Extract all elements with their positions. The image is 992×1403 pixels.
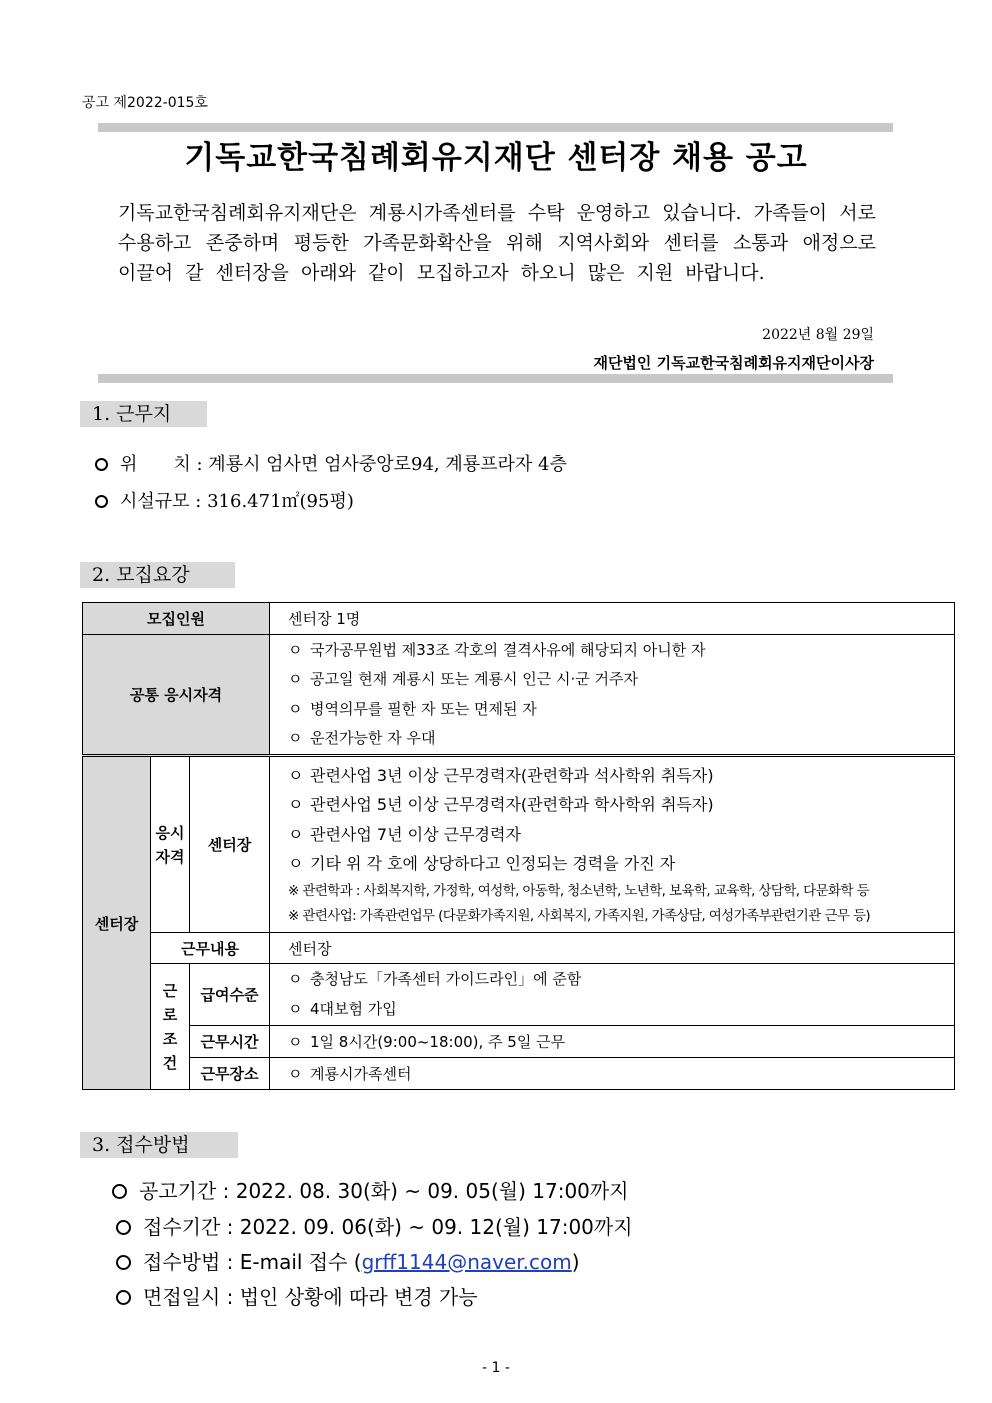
scale-line xyxy=(95,487,354,513)
list-item: ㅇ 4대보험 가입 xyxy=(288,999,397,1018)
circle-bullet-icon xyxy=(116,1220,131,1235)
section-2-heading: 2. 모집요강 xyxy=(80,562,235,588)
page-number: - 1 - xyxy=(482,1360,510,1376)
table-row xyxy=(83,1026,955,1058)
qual-note: ※ 관련학과 : 사회복지학, 가정학, 여성학, 아동학, 청소년학, 노년학, 보육학, 교육학, 상담학, 다문화학 등 xyxy=(288,882,870,899)
section-3-heading: 3. 접수방법 xyxy=(80,1132,238,1158)
table-row xyxy=(83,1058,955,1090)
list-item: ㅇ 병역의무를 필한 자 또는 면제된 자 xyxy=(288,699,537,718)
list-item: ㅇ 관련사업 7년 이상 근무경력자 xyxy=(288,824,521,844)
title-top-band xyxy=(98,123,893,132)
salary-label: 급여수준 xyxy=(190,964,270,1026)
director-label: 센터장 xyxy=(83,756,151,1090)
interview-line: 면접일시 : 법인 상황에 따라 변경 가능 xyxy=(116,1281,478,1310)
qual-list xyxy=(270,756,955,933)
period-line: 공고기간 : 2022. 08. 30(화) ~ 09. 05(월) 17:00까지 xyxy=(112,1175,629,1204)
salary-list xyxy=(270,964,955,1026)
email-link[interactable]: grff1144@naver.com xyxy=(361,1250,572,1274)
place-label: 근무장소 xyxy=(190,1058,270,1090)
table-row xyxy=(83,635,955,756)
circle-bullet-icon xyxy=(116,1290,131,1305)
qual-sub-label: 센터장 xyxy=(190,756,270,933)
recruit-label: 모집인원 xyxy=(83,603,270,635)
conditions-label: 근 로 조 건 xyxy=(151,964,190,1090)
work-label: 근무내용 xyxy=(151,933,270,964)
list-item: ㅇ 관련사업 5년 이상 근무경력자(관련학과 학사학위 취득자) xyxy=(288,795,714,814)
work-value: 센터장 xyxy=(270,933,955,964)
location-label: 위 치 xyxy=(120,454,191,475)
table-row xyxy=(83,603,955,635)
table-row xyxy=(83,756,955,933)
list-item: ㅇ 기타 위 각 호에 상당하다고 인정되는 경력을 가진 자 xyxy=(288,854,676,873)
circle-bullet-icon xyxy=(116,1255,131,1270)
page-title: 기독교한국침례회유지재단 센터장 채용 공고 xyxy=(184,140,808,176)
scale-label: 시설규모 xyxy=(120,491,190,512)
receipt-line: 접수기간 : 2022. 09. 06(화) ~ 09. 12(월) 17:00까지 xyxy=(116,1211,633,1240)
list-item: ㅇ 충청남도「가족센터 가이드라인」에 준함 xyxy=(288,970,582,988)
qual-note: ※ 관련사업: 가족관련업무 (다문화가족지원, 사회복지, 가족지원, 가족상담, 여성가족부관련기관 근무 등) xyxy=(288,907,871,924)
table-row xyxy=(83,964,955,1026)
scale-value: : 316.471㎡(95평) xyxy=(195,491,354,512)
notice-number: 공고 제2022-015호 xyxy=(82,95,208,111)
circle-bullet-icon xyxy=(95,458,108,471)
list-item: ㅇ 운전가능한 자 우대 xyxy=(288,729,436,747)
method-line: 접수방법 : E-mail 접수 (grff1144@naver.com) xyxy=(116,1246,580,1275)
location-line xyxy=(95,450,567,476)
hours-value: ㅇ 1일 8시간(9:00~18:00), 주 5일 근무 xyxy=(270,1026,955,1058)
recruit-value: 센터장 1명 xyxy=(270,603,955,635)
title-bottom-band xyxy=(98,374,893,383)
place-value: ㅇ 계룡시가족센터 xyxy=(270,1058,955,1090)
common-qual-label: 공통 응시자격 xyxy=(83,635,270,756)
location-value: : 계룡시 엄사면 엄사중앙로94, 계룡프라자 4층 xyxy=(196,454,567,475)
list-item: ㅇ 공고일 현재 계룡시 또는 계룡시 인근 시·군 거주자 xyxy=(288,670,638,688)
intro-paragraph: 기독교한국침례회유지재단은 계룡시가족센터를 수탁 운영하고 있습니다. 가족들이 서로 수용하고 존중하며 평등한 가족문화확산을 위해 지역사회와 센터를 소통과 애정으로 이끌어 갈 센터장을 아래와 같이 모집하고자 하오니 많은 지원 바랍니다. xyxy=(118,202,876,284)
table-row xyxy=(83,933,955,964)
requirements-table xyxy=(82,602,955,1090)
notice-date: 2022년 8월 29일 xyxy=(762,327,874,343)
hours-label: 근무시간 xyxy=(190,1026,270,1058)
section-1-heading: 1. 근무지 xyxy=(80,401,207,427)
issuer-name: 재단법인 기독교한국침례회유지재단이사장 xyxy=(593,354,874,372)
list-item: ㅇ 국가공무원법 제33조 각호의 결격사유에 해당되지 아니한 자 xyxy=(288,640,706,659)
circle-bullet-icon xyxy=(112,1184,127,1199)
circle-bullet-icon xyxy=(95,495,108,508)
list-item: ㅇ 관련사업 3년 이상 근무경력자(관련학과 석사학위 취득자) xyxy=(288,765,714,785)
qual-label: 응시 자격 xyxy=(151,756,190,933)
common-qual-list xyxy=(270,635,955,756)
